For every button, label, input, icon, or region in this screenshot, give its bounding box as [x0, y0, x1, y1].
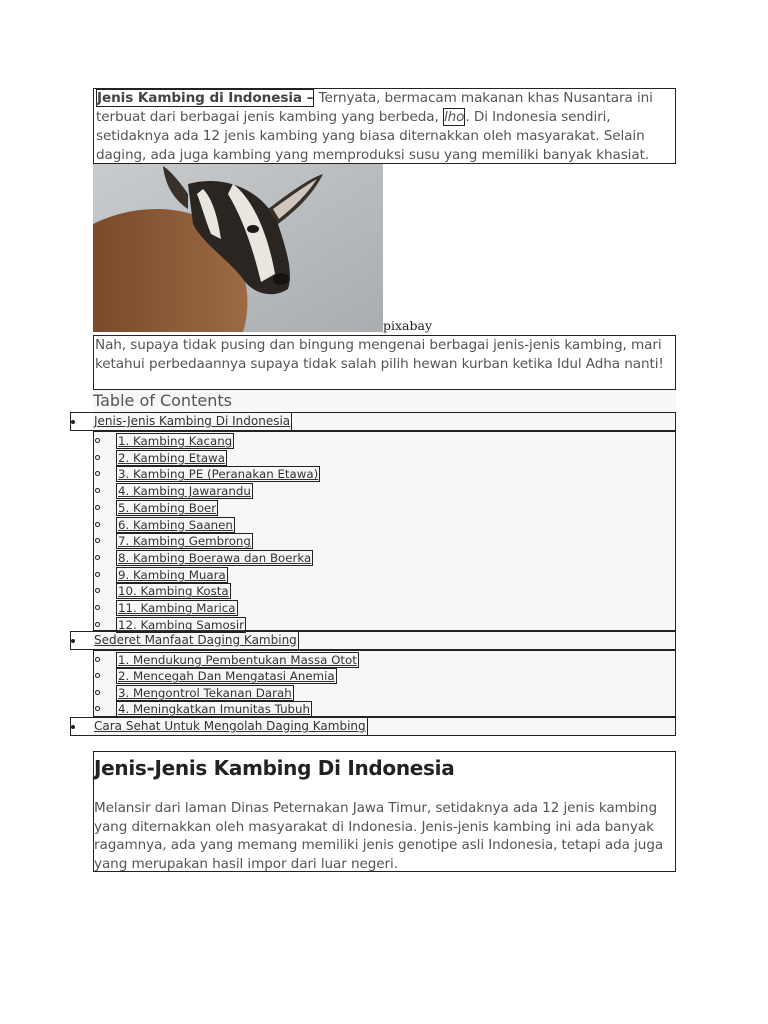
toc-section-1-items — [93, 431, 676, 631]
circle-bullet-icon — [95, 555, 100, 560]
circle-bullet-icon — [95, 572, 100, 577]
intro-paragraph — [93, 88, 676, 164]
toc-item — [94, 500, 675, 517]
toc-link[interactable]: 4. Kambing Jawarandu — [118, 484, 251, 499]
toc-section-2-link[interactable]: Sederet Manfaat Daging Kambing — [94, 633, 297, 647]
intro-bold-lead: Jenis Kambing di Indonesia – — [97, 90, 314, 106]
toc-item — [94, 567, 675, 584]
toc-item — [94, 652, 675, 669]
toc-item — [94, 433, 675, 450]
toc-item — [94, 685, 675, 702]
toc-link[interactable]: 2. Mencegah Dan Mengatasi Anemia — [118, 669, 335, 684]
circle-bullet-icon — [95, 588, 100, 593]
toc-item — [94, 701, 675, 718]
toc-link[interactable]: 1. Kambing Kacang — [118, 434, 233, 448]
toc-item — [94, 600, 675, 617]
toc-section-2-items — [93, 650, 676, 717]
toc-link[interactable]: 10. Kambing Kosta — [118, 584, 229, 599]
circle-bullet-icon — [95, 455, 100, 460]
toc-item — [94, 483, 675, 500]
toc-section-1-link[interactable]: Jenis-Jenis Kambing Di Indonesia — [94, 414, 291, 428]
circle-bullet-icon — [95, 673, 100, 678]
toc-link[interactable]: 5. Kambing Boer — [118, 500, 217, 515]
toc-section-1 — [70, 412, 676, 431]
toc-item — [94, 583, 675, 600]
toc-link[interactable]: 3. Kambing PE (Peranakan Etawa) — [118, 467, 319, 482]
toc-link[interactable]: 8. Kambing Boerawa dan Boerka — [118, 550, 312, 565]
section-heading: Jenis-Jenis Kambing Di Indonesia — [94, 756, 455, 780]
toc-link[interactable]: 12. Kambing Samosir — [118, 617, 244, 632]
circle-bullet-icon — [95, 522, 100, 527]
circle-bullet-icon — [95, 471, 100, 476]
toc-link[interactable]: 1. Mendukung Pembentukan Massa Otot — [118, 653, 357, 667]
circle-bullet-icon — [95, 505, 100, 510]
toc-item — [94, 466, 675, 483]
goat-illustration — [93, 164, 383, 332]
circle-bullet-icon — [95, 538, 100, 543]
toc-item — [94, 533, 675, 550]
article-section — [93, 751, 676, 872]
toc-section-2 — [70, 631, 676, 650]
circle-bullet-icon — [95, 605, 100, 610]
toc-item — [94, 668, 675, 685]
circle-bullet-icon — [95, 438, 100, 443]
section-paragraph: Melansir dari laman Dinas Peternakan Jawa Timur, setidaknya ada 12 jenis kambing yang diternakkan oleh masyarakat di Indonesia. Jenis-jenis kambing ini ada banyak ragamnya, ada yang memang memiliki jenis genotipe asli Indonesia, tetapi ada juga yang merupakan hasil impor dari luar negeri. — [94, 800, 664, 872]
nah-paragraph: Nah, supaya tidak pusing dan bingung mengenai berbagai jenis-jenis kambing, mari ketahui perbedaannya supaya tidak salah pilih hewan kurban ketika Idul Adha nanti! — [93, 335, 676, 390]
toc-item — [94, 450, 675, 467]
circle-bullet-icon — [95, 622, 100, 627]
toc-link[interactable]: 11. Kambing Marica — [118, 601, 236, 615]
circle-bullet-icon — [95, 488, 100, 493]
toc-section-3 — [70, 717, 676, 736]
toc-item — [94, 517, 675, 534]
bullet-icon — [71, 725, 75, 729]
toc-section-3-link[interactable]: Cara Sehat Untuk Mengolah Daging Kambing — [94, 719, 366, 733]
toc-link[interactable]: 4. Meningkatkan Imunitas Tubuh — [118, 701, 311, 716]
toc-link[interactable]: 2. Kambing Etawa — [118, 450, 225, 465]
goat-image — [93, 164, 383, 332]
intro-boxed-word: lho — [443, 109, 465, 125]
intro-text-a: Ternyata, bermacam makanan khas Nusantara ini terbuat dari berbagai jenis kambing yang berbeda, — [96, 90, 653, 125]
toc-item — [94, 550, 675, 567]
image-caption: pixabay — [383, 318, 433, 333]
bullet-icon — [71, 420, 75, 424]
toc-link[interactable]: 9. Kambing Muara — [118, 567, 226, 582]
circle-bullet-icon — [95, 657, 100, 662]
circle-bullet-icon — [95, 706, 100, 711]
toc-title: Table of Contents — [93, 391, 232, 410]
toc-link[interactable]: 7. Kambing Gembrong — [118, 534, 251, 549]
circle-bullet-icon — [95, 690, 100, 695]
toc-link[interactable]: 3. Mengontrol Tekanan Darah — [118, 685, 292, 700]
toc-link[interactable]: 6. Kambing Saanen — [118, 517, 233, 532]
intro-text-b: . Di Indonesia sendiri, setidaknya ada 12 jenis kambing yang biasa diternakkan oleh masyarakat. Selain daging, ada juga kambing yang memproduksi susu yang memiliki banyak khasiat. — [96, 109, 650, 163]
bullet-icon — [71, 639, 75, 643]
